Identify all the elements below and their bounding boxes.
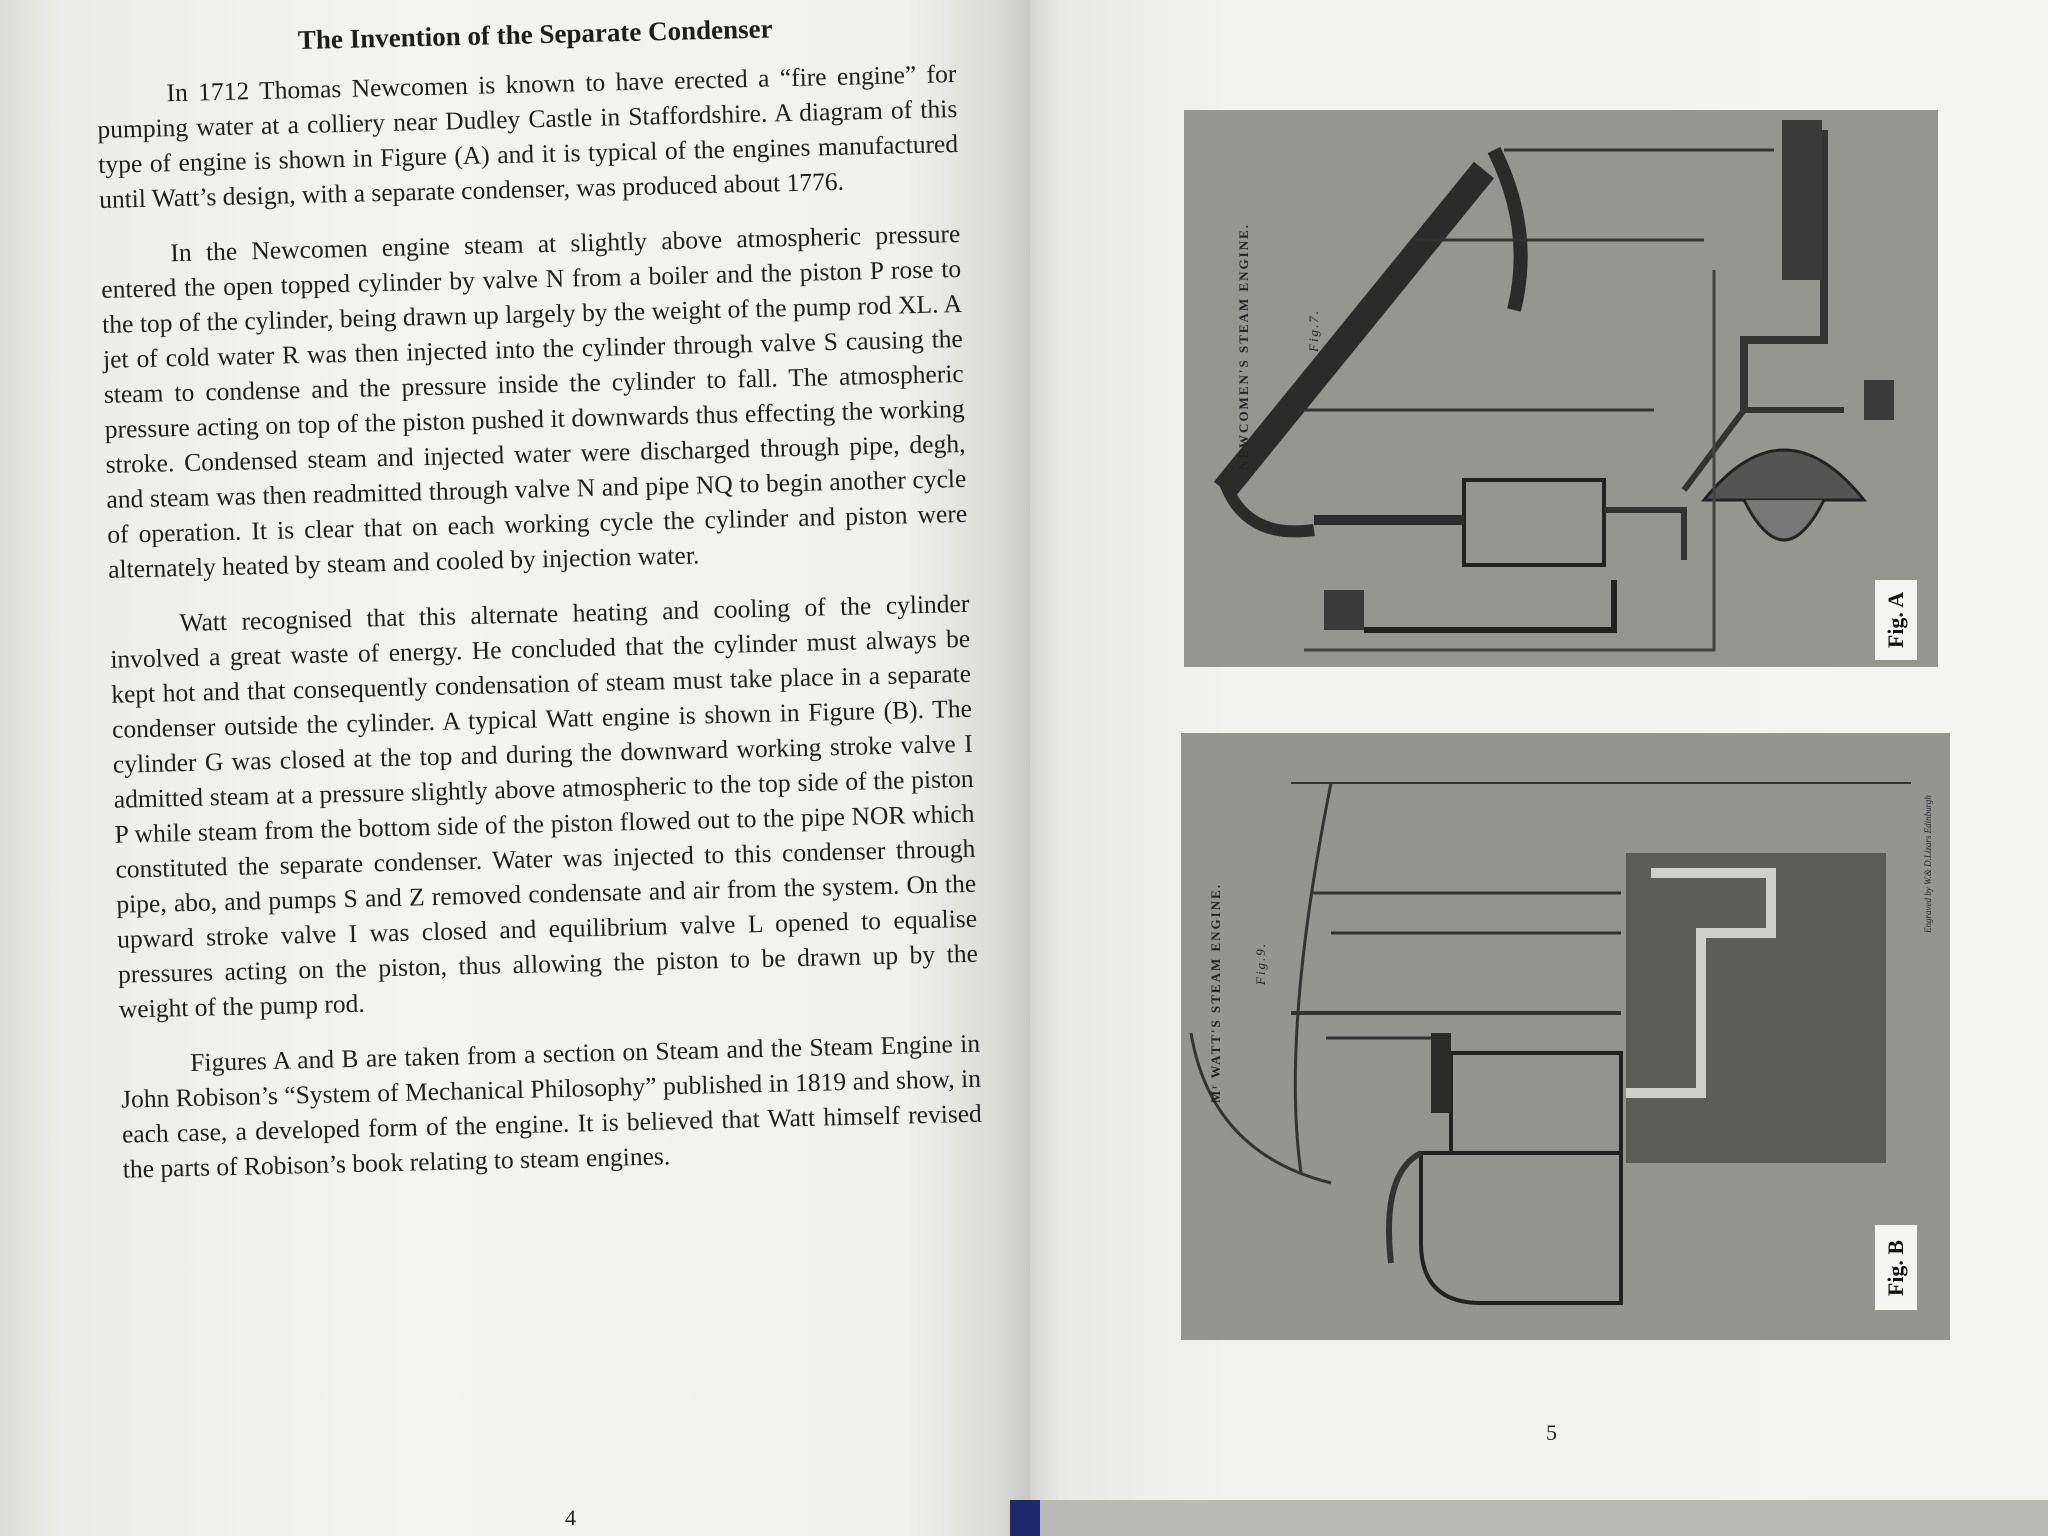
figure-a-label [1875,580,1917,660]
figure-b-label-text: Fig. B [1883,1239,1909,1296]
figure-b-plate [1181,733,1950,1340]
table-surface [1030,1500,2048,1536]
watt-engine-drawing [1181,733,1950,1340]
page-number-left: 4 [565,1505,576,1530]
right-page [1030,0,2048,1500]
page-number-right: 5 [1546,1420,1557,1445]
newcomen-engine-drawing [1184,110,1938,667]
figure-a-plate [1184,110,1938,667]
figure-a-rotated-caption: NEWCOMEN'S STEAM ENGINE. [1236,223,1251,470]
figure-b-label [1875,1225,1917,1310]
book-spine [1010,1500,1040,1536]
text-block [95,9,983,1207]
paragraph-2: In the Newcomen engine steam at slightly above atmospheric pressure entered the open topped cylinder by valve N from a boiler and the piston P rose to the top of the cylinder, being drawn up largely by the weight of the pump rod XL. A jet of cold water R was then injected into the cylinder through valve S causing the steam to condense and the pressure inside the cylinder to fall. The atmospheric pressure acting on top of the piston pushed it downwards thus effecting the working stroke. Condensed steam and injected water were discharged through pipe, degh, and steam was then readmitted through valve N and pipe NQ to begin another cycle of operation. It is clear that on each working cycle the cylinder and piston were alternately heated by steam and cooled by injection water. [100,218,968,584]
figure-a-fig-ref: Fig.7. [1306,308,1321,352]
paragraph-1: In 1712 Thomas Newcomen is known to have erected a “fire engine” for pumping water at a colliery near Dudley Castle in Staffordshire. A diagram of this type of engine is shown in Figure (A) and it is typical of the engines manufactured until Watt’s design, with a separate condenser, was produced about 1776. [97,58,959,214]
page-title: The Invention of the Separate Condenser [297,13,773,56]
figure-b-rotated-caption: Mʳ WATT'S STEAM ENGINE. [1208,882,1223,1103]
figure-a-label-text: Fig. A [1883,591,1909,649]
figure-b-fig-ref: Fig.9. [1253,941,1268,985]
paragraph-4: Figures A and B are taken from a section on Steam and the Steam Engine in John Robison’s “System of Mechanical Philosophy” published in 1819 and show, in each case, a developed form of the engine. It is believed that Watt himself revised the parts of Robison’s book relating to steam engines. [120,1028,983,1184]
figure-b-engraver: Engraved by W.& D.Lizars Edinburgh [1923,795,1933,933]
paragraph-3: Watt recognised that this alternate heating and cooling of the cylinder involved a great waste of energy. He concluded that the cylinder must always be kept hot and that consequently condensation of steam must take place in a separate condenser outside the cylinder. A typical Watt engine is shown in Figure (B). The cylinder G was closed at the top and during the downward working stroke valve I admitted steam at a pressure slightly above atmospheric to the top side of the piston P while steam from the bottom side of the piston flowed out to the pipe NOR which constituted the separate condenser. Water was injected to this condenser through pipe, abo, and pumps S and Z removed condensate and air from the system. On the upward stroke valve I was closed and equilibrium valve L opened to equalise pressures acting on the piston, thus allowing the piston to be drawn up by the weight of the pump rod. [110,588,979,1024]
